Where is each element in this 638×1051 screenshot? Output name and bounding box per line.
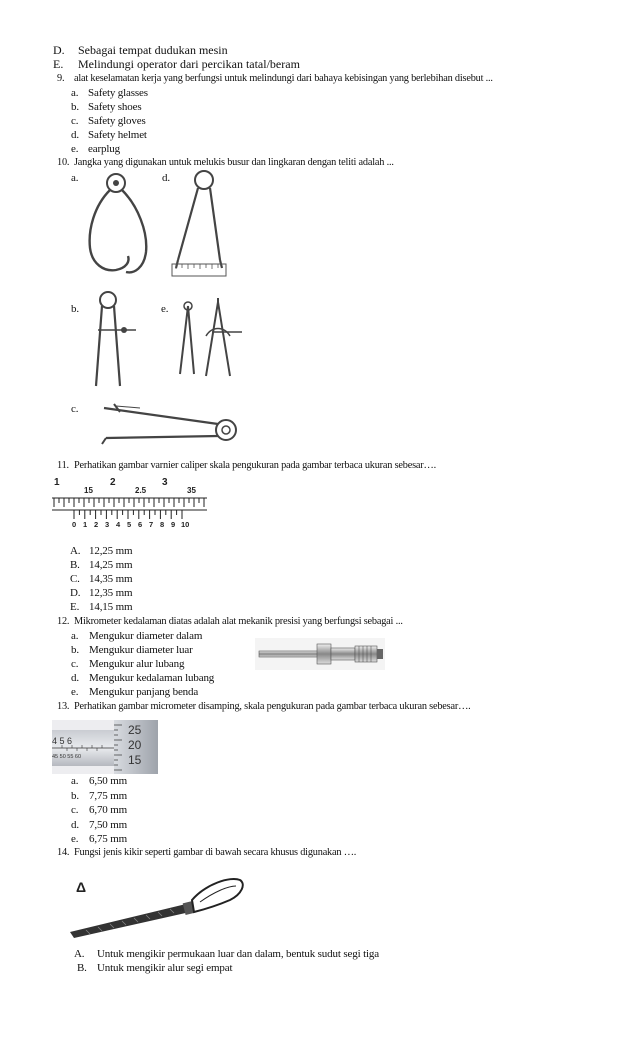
image-option-letter: e. [161, 303, 169, 315]
option-letter: e. [71, 686, 79, 698]
sleeve-number: 45 50 55 60 [52, 754, 82, 760]
scale-top-number: 2.5 [135, 486, 147, 495]
option-letter: c. [71, 115, 79, 127]
oddleg-caliper-image [100, 400, 242, 450]
option-letter: b. [71, 101, 79, 113]
option-text: 12,25 mm [89, 545, 133, 557]
option-letter: c. [71, 804, 79, 816]
option-text: 7,50 mm [89, 819, 128, 831]
question-number: 13. [57, 701, 70, 712]
vernier-number: 4 [116, 520, 121, 529]
vernier-number: 9 [171, 520, 176, 529]
image-option-letter: d. [162, 172, 170, 184]
vernier-number: 3 [105, 520, 110, 529]
option-text: 14,35 mm [89, 573, 133, 585]
thimble-number: 25 [128, 723, 142, 737]
option-letter: d. [71, 672, 79, 684]
question-number: 12. [57, 616, 70, 627]
image-option-letter: c. [71, 403, 79, 415]
inside-caliper-image [168, 168, 228, 280]
image-option-letter: b. [71, 303, 79, 315]
sleeve-number: 4 5 6 [52, 736, 73, 746]
option-text: Untuk mengikir alur segi empat [97, 962, 233, 974]
vernier-scale-image [52, 474, 212, 534]
option-letter: A. [74, 948, 85, 960]
question-text: Perhatikan gambar micrometer disamping, skala pengukuran pada gambar terbaca ukuran sebesar…. [74, 701, 471, 712]
question-number: 10. [57, 157, 70, 168]
option-text: Untuk mengikir permukaan luar dan dalam, bentuk sudut segi tiga [97, 948, 379, 960]
option-letter: a. [71, 775, 79, 787]
thimble-number: 20 [128, 738, 142, 752]
outside-caliper-image [86, 172, 162, 282]
option-text: Mengukur diameter dalam [89, 630, 203, 642]
option-letter: a. [71, 630, 79, 642]
question-text: Jangka yang digunakan untuk melukis busur dan lingkaran dengan teliti adalah ... [74, 157, 394, 168]
option-text: Mengukur diameter luar [89, 644, 193, 656]
option-text: Safety gloves [88, 115, 146, 127]
option-text: 6,50 mm [89, 775, 128, 787]
option-letter: B. [77, 962, 87, 974]
scale-top-number: 35 [187, 486, 196, 495]
option-text: 6,75 mm [89, 833, 128, 845]
question-text: alat keselamatan kerja yang berfungsi untuk melindungi dari bahaya kebisingan yang berlebihan disebut ... [74, 73, 493, 84]
option-letter: b. [71, 790, 79, 802]
question-number: 11. [57, 460, 69, 471]
image-option-letter: a. [71, 172, 79, 184]
option-text: 14,15 mm [89, 601, 133, 613]
spring-divider-image [92, 290, 142, 392]
vernier-number: 1 [83, 520, 88, 529]
scale-top-number: 2 [110, 477, 116, 488]
option-text: Safety helmet [88, 129, 147, 141]
scale-top-number: 1 [54, 477, 60, 488]
question-number: 14. [57, 847, 70, 858]
option-letter: C. [70, 573, 80, 585]
option-text: 6,70 mm [89, 804, 128, 816]
question-text: Perhatikan gambar varnier caliper skala pengukuran pada gambar terbaca ukuran sebesar…. [74, 460, 436, 471]
option-letter: b. [71, 644, 79, 656]
option-letter: A. [70, 545, 81, 557]
option-letter: a. [71, 87, 79, 99]
option-text: Mengukur alur lubang [89, 658, 185, 670]
option-text: 12,35 mm [89, 587, 133, 599]
file-section-mark: Δ [76, 879, 87, 895]
option-letter: D. [70, 587, 81, 599]
scale-top-number: 15 [84, 486, 93, 495]
option-text: Mengukur kedalaman lubang [89, 672, 215, 684]
option-text: Melindungi operator dari percikan tatal/beram [78, 57, 300, 71]
vernier-number: 7 [149, 520, 154, 529]
vernier-number: 6 [138, 520, 143, 529]
option-text: Safety glasses [88, 87, 148, 99]
vernier-number: 8 [160, 520, 165, 529]
micrometer-scale-image [52, 716, 158, 774]
option-text: Safety shoes [88, 101, 142, 113]
scale-top-number: 3 [162, 477, 168, 488]
option-letter: e. [71, 143, 79, 155]
question-text: Mikrometer kedalaman diatas adalah alat mekanik presisi yang berfungsi sebagai ... [74, 616, 403, 627]
option-letter: D. [53, 43, 65, 57]
question-number: 9. [57, 73, 65, 84]
option-letter: E. [70, 601, 80, 613]
option-text: Mengukur panjang benda [89, 686, 199, 698]
depth-micrometer-image [255, 638, 385, 670]
thimble-number: 15 [128, 753, 142, 767]
option-letter: d. [71, 819, 79, 831]
option-text: 14,25 mm [89, 559, 133, 571]
option-letter: E. [53, 57, 64, 71]
vernier-number: 0 [72, 520, 77, 529]
triangular-file-image [66, 870, 246, 942]
vernier-number: 2 [94, 520, 99, 529]
option-text: Sebagai tempat dudukan mesin [78, 43, 228, 57]
option-text: earplug [88, 143, 120, 155]
question-text: Fungsi jenis kikir seperti gambar di bawah secara khusus digunakan …. [74, 847, 357, 858]
vernier-number: 5 [127, 520, 132, 529]
option-letter: e. [71, 833, 79, 845]
option-letter: B. [70, 559, 80, 571]
option-text: 7,75 mm [89, 790, 128, 802]
option-letter: c. [71, 658, 79, 670]
vernier-number: 10 [181, 520, 190, 529]
option-letter: d. [71, 129, 79, 141]
compass-divider-image [172, 296, 244, 382]
